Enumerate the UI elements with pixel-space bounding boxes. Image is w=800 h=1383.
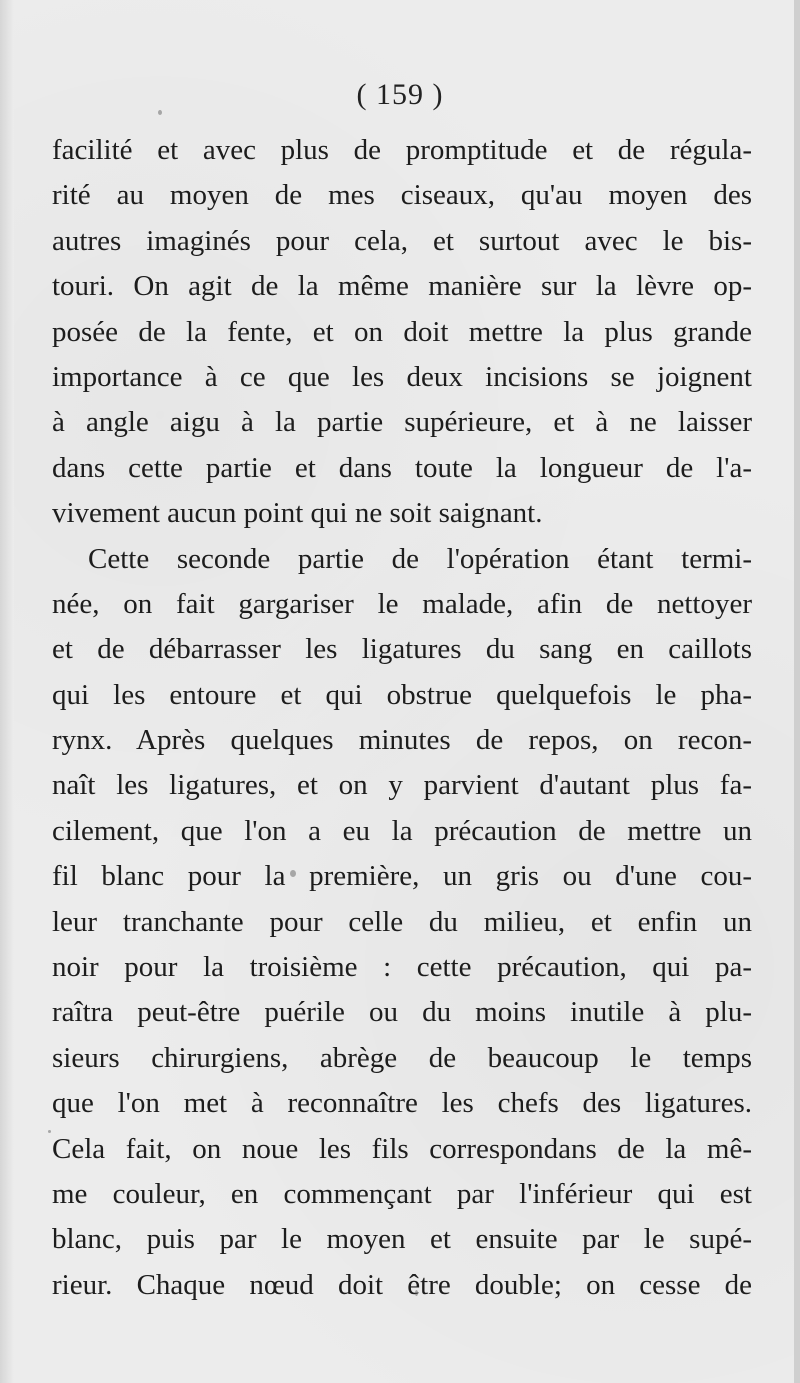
paper-speck [290, 870, 296, 877]
text-line: rynx. Après quelques minutes de repos, on recon- [52, 724, 752, 757]
text-line: naît les ligatures, et on y parvient d'autant plus fa- [52, 769, 752, 802]
text-line: rité au moyen de mes ciseaux, qu'au moyen des [52, 179, 752, 212]
text-line: leur tranchante pour celle du milieu, et enfin un [52, 905, 752, 938]
text-line: touri. On agit de la même manière sur la lèvre op- [52, 270, 752, 303]
text-line: cilement, que l'on a eu la précaution de mettre un [52, 814, 752, 847]
page-gutter-shadow [0, 0, 14, 1383]
paragraph-start-line: Cette seconde partie de l'opération étant termi- [88, 542, 752, 575]
page-number: ( 159 ) [356, 78, 444, 111]
text-line: blanc, puis par le moyen et ensuite par le supé- [52, 1223, 752, 1256]
page-edge [794, 0, 800, 1383]
text-line: me couleur, en commençant par l'inférieur qui est [52, 1177, 752, 1210]
text-line: importance à ce que les deux incisions se joignent [52, 360, 752, 393]
body-text [52, 128, 752, 1308]
text-line: à angle aigu à la partie supérieure, et à ne laisser [52, 406, 752, 439]
text-line: née, on fait gargariser le malade, afin de nettoyer [52, 587, 752, 620]
text-line: que l'on met à reconnaître les chefs des ligatures. [52, 1087, 752, 1120]
text-line: et de débarrasser les ligatures du sang en caillots [52, 633, 752, 666]
text-line: noir pour la troisième : cette précaution, qui pa- [52, 951, 752, 984]
text-line: autres imaginés pour cela, et surtout avec le bis- [52, 224, 752, 257]
paper-speck [415, 1290, 418, 1296]
text-line: fil blanc pour la première, un gris ou d'une cou- [52, 860, 752, 893]
text-line: facilité et avec plus de promptitude et de régula- [52, 134, 752, 166]
text-line: sieurs chirurgiens, abrège de beaucoup le temps [52, 1041, 752, 1074]
text-line: rieur. Chaque nœud doit être double; on cesse de [52, 1268, 752, 1301]
text-line: posée de la fente, et on doit mettre la plus grande [52, 315, 752, 348]
text-line: Cela fait, on noue les fils correspondans de la mê- [52, 1132, 752, 1165]
text-line: raîtra peut-être puérile ou du moins inutile à plu- [52, 996, 752, 1029]
paper-speck [158, 110, 162, 115]
paragraph-end-line: vivement aucun point qui ne soit saignant. [52, 497, 543, 530]
paper-speck [48, 1130, 51, 1133]
text-line: dans cette partie et dans toute la longueur de l'a- [52, 451, 752, 484]
text-line: qui les entoure et qui obstrue quelquefois le pha- [52, 678, 752, 711]
